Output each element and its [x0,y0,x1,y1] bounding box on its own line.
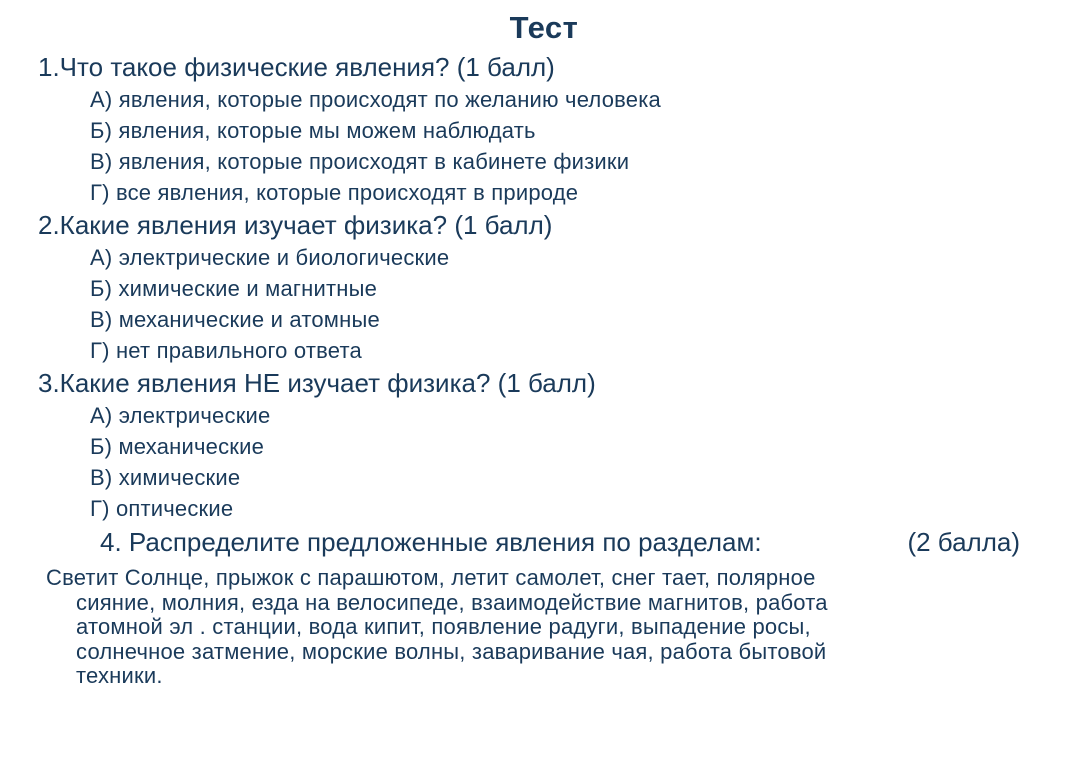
question-2-option-b: Б) химические и магнитные [90,276,378,301]
phenomena-line-5: техники. [76,663,163,688]
page-title: Тест [509,10,579,45]
question-1-option-b: Б) явления, которые мы можем наблюдать [90,118,536,143]
question-3: 3.Какие явления НЕ изучает физика? (1 балл) [38,368,596,398]
question-3-option-d: Г) оптические [90,496,234,521]
question-3-option-c: В) химические [90,465,241,490]
question-1: 1.Что такое физические явления? (1 балл) [38,52,555,82]
question-2-option-a: А) электрические и биологические [90,245,450,270]
phenomena-line-3: атомной эл . станции, вода кипит, появление радуги, выпадение росы, [76,614,811,639]
task-4-phenomena-list [46,566,946,689]
question-2-option-d: Г) нет правильного ответа [90,338,362,363]
question-3-option-b: Б) механические [90,434,265,459]
phenomena-line-4: солнечное затмение, морские волны, заваривание чая, работа бытовой [76,638,827,664]
question-3-option-a: А) электрические [90,403,271,428]
question-2-option-c: В) механические и атомные [90,307,380,332]
task-4-text: 4. Распределите предложенные явления по разделам: [100,527,762,557]
question-2: 2.Какие явления изучает физика? (1 балл) [38,210,553,240]
phenomena-line-1: Светит Солнце, прыжок с парашютом, летит самолет, снег тает, полярное [46,565,816,590]
phenomena-line-2: сияние, молния, езда на велосипеде, взаимодействие магнитов, работа [76,589,828,615]
task-4 [100,527,1020,557]
task-4-points: (2 балла) [907,527,1020,557]
question-1-option-c: В) явления, которые происходят в кабинете физики [90,149,630,174]
question-1-option-d: Г) все явления, которые происходят в природе [90,180,579,205]
question-1-option-a: А) явления, которые происходят по желанию человека [90,87,661,112]
